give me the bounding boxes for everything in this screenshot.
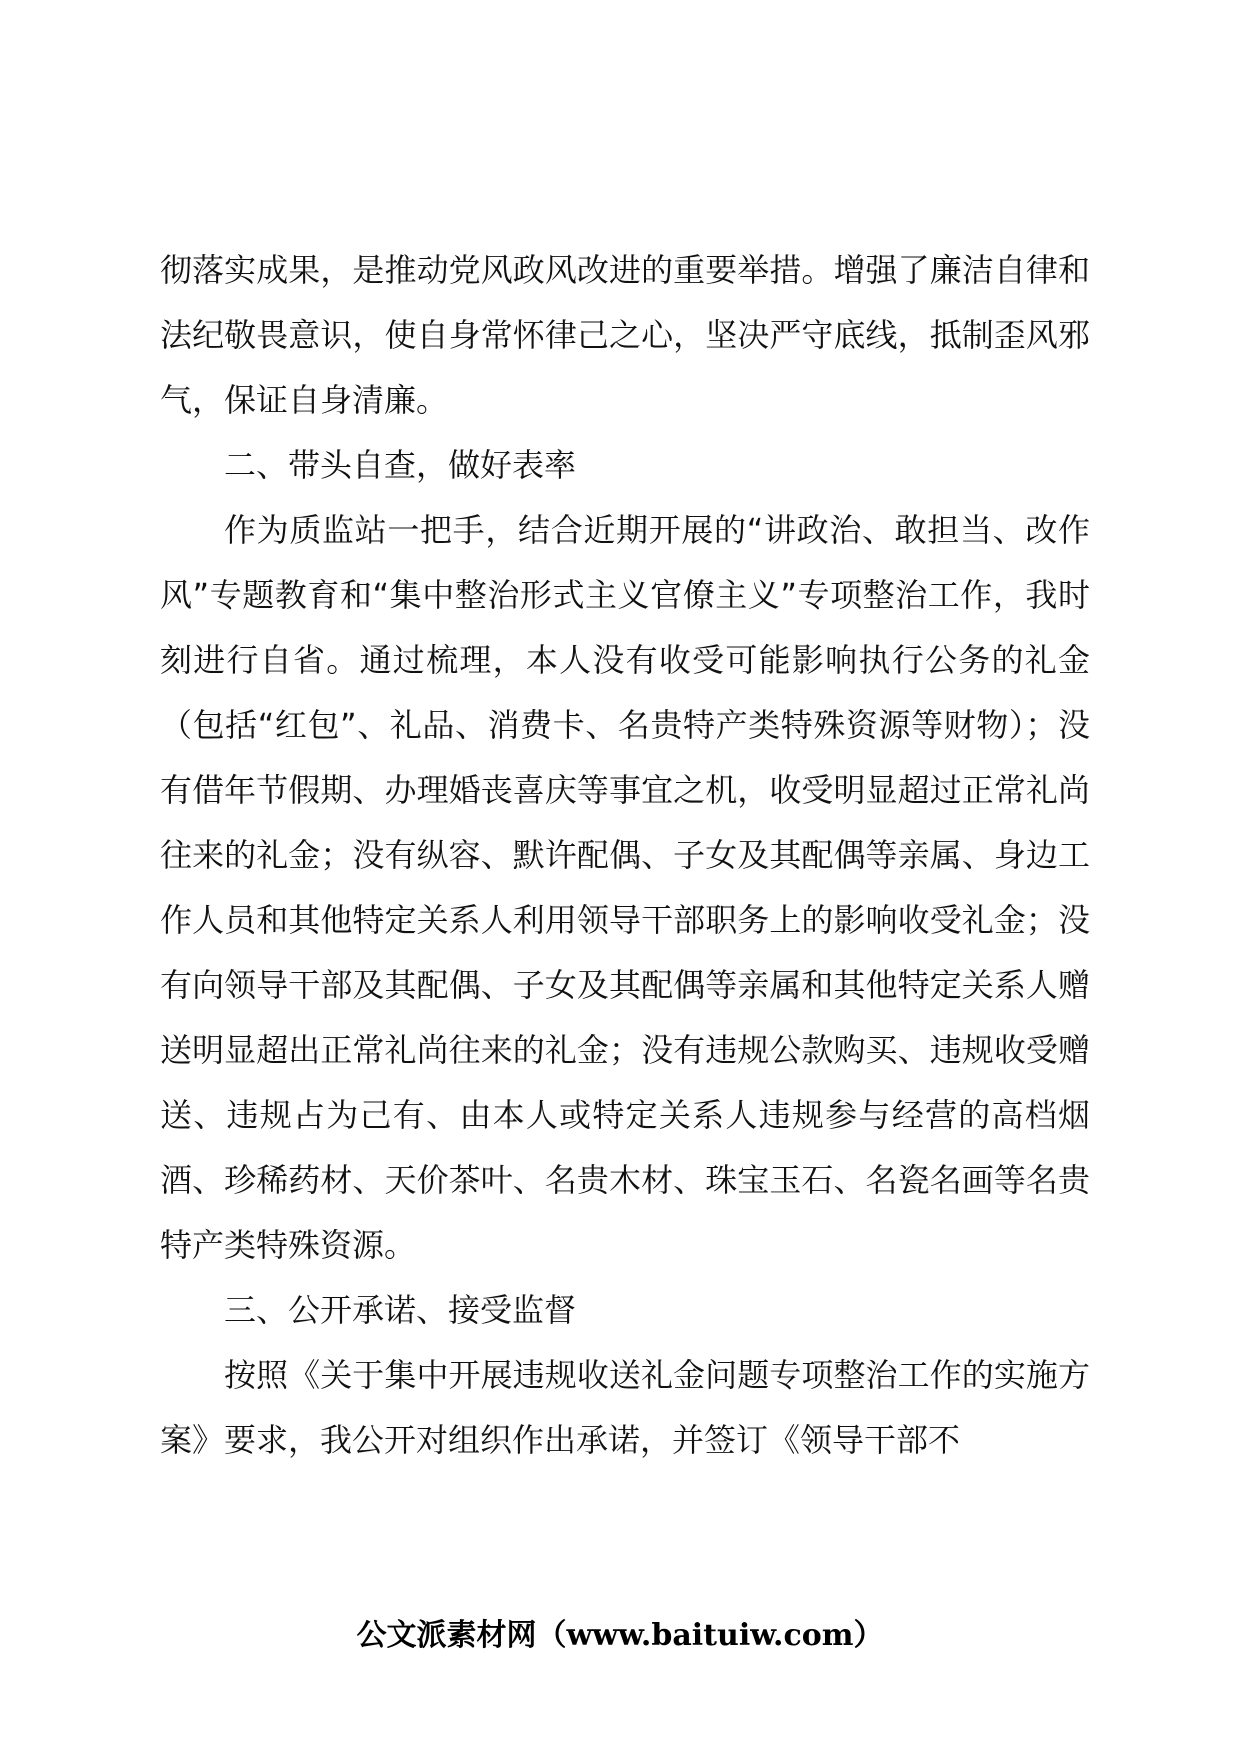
section-heading-3: 三、公开承诺、接受监督 [224, 1291, 577, 1329]
paragraph-self-inspection: 作为质监站一把手，结合近期开展的“讲政治、敢担当、改作风”专题教育和“集中整治形式主义官僚主义”专项整治工作，我时刻进行自省。通过梳理，本人没有收受可能影响执行公务的礼金（包括“红包”、礼品、消费卡、名贵特产类特殊资源等财物）；没有借年节假期、办理婚丧喜庆等事宜之机，收受明显超过正常礼尚往来的礼金；没有纵容、默许配偶、子女及其配偶等亲属、身边工作人员和其他特定关系人利用领导干部职务上的影响收受礼金；没有向领导干部及其配偶、子女及其配偶等亲属和其他特定关系人赠送明显超出正常礼尚往来的礼金；没有违规公款购买、违规收受赠送、违规占为己有、由本人或特定关系人违规参与经营的高档烟酒、珍稀药材、天价茶叶、名贵木材、珠宝玉石、名瓷名画等名贵特产类特殊资源。 [160, 511, 1090, 1264]
paragraph-commitment: 按照《关于集中开展违规收送礼金问题专项整治工作的实施方案》要求，我公开对组织作出承诺，并签订《领导干部不 [160, 1356, 1090, 1459]
section-heading-2: 二、带头自查，做好表率 [224, 446, 577, 484]
document-body [160, 238, 1090, 1473]
paragraph-continuation: 彻落实成果，是推动党风政风改进的重要举措。增强了廉洁自律和法纪敬畏意识，使自身常怀律己之心，坚决严守底线，抵制歪风邪气，保证自身清廉。 [160, 251, 1090, 419]
page-footer-watermark: 公文派素材网（www.baituiw.com） [356, 1618, 884, 1653]
